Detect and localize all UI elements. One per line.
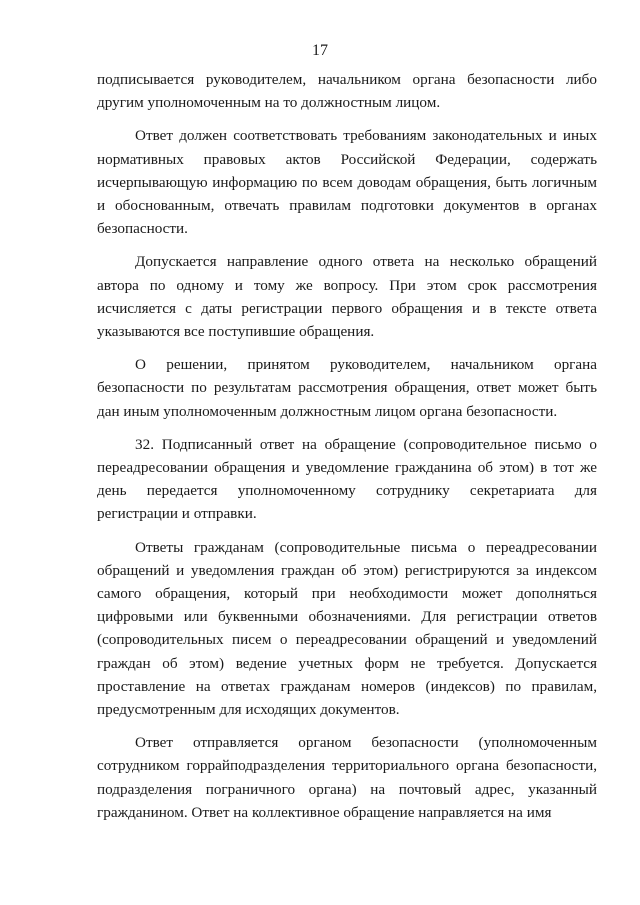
paragraph-32: 32. Подписанный ответ на обращение (сопроводительное письмо о переадресовании обращения и уведомление гражданина об этом) в тот же день передается уполномоченному сотруднику секретариата для регистрации и отправки. xyxy=(97,435,597,523)
paragraph-registration: Ответы гражданам (сопроводительные письма о переадресовании обращений и уведомления граждан об этом) регистрируются за индексом самого обращения, который при необходимости может дополняться цифровыми или буквенными обозначениями. Для регистрации ответов (сопроводительных писем о переадресовании обращений и уведомлений граждан об этом) ведение учетных форм не требуется. Допускается проставление на ответах гражданам номеров (индексов) по правилам, предусмотренным для исходящих документов. xyxy=(97,538,597,719)
paragraph-continuation: подписывается руководителем, начальником органа безопасности либо другим уполномоченным на то должностным лицом. xyxy=(97,71,597,112)
paragraph-sending: Ответ отправляется органом безопасности (уполномоченным сотрудником горрайподразделения территориального органа безопасности, подразделения пограничного органа) на почтовый адрес, указанный гражданином. Ответ на коллективное обращение направляется на имя xyxy=(97,734,597,821)
paragraph-decision: О решении, принятом руководителем, начальником органа безопасности по результатам рассмотрения обращения, ответ может быть дан иным уполномоченным должностным лицом органа безопасности. xyxy=(97,356,597,420)
body-text xyxy=(97,68,597,824)
page-number: 17 xyxy=(312,42,328,59)
paragraph-answer-requirements: Ответ должен соответствовать требованиям законодательных и иных нормативных правовых актов Российской Федерации, содержать исчерпывающую информацию по всем доводам обращения, быть логичным и обоснованным, отвечать правилам подготовки документов в органах безопасности. xyxy=(97,127,597,238)
paragraph-single-answer: Допускается направление одного ответа на несколько обращений автора по одному и тому же вопросу. При этом срок рассмотрения исчисляется с даты регистрации первого обращения и в тексте ответа указываются все поступившие обращения. xyxy=(97,253,597,341)
